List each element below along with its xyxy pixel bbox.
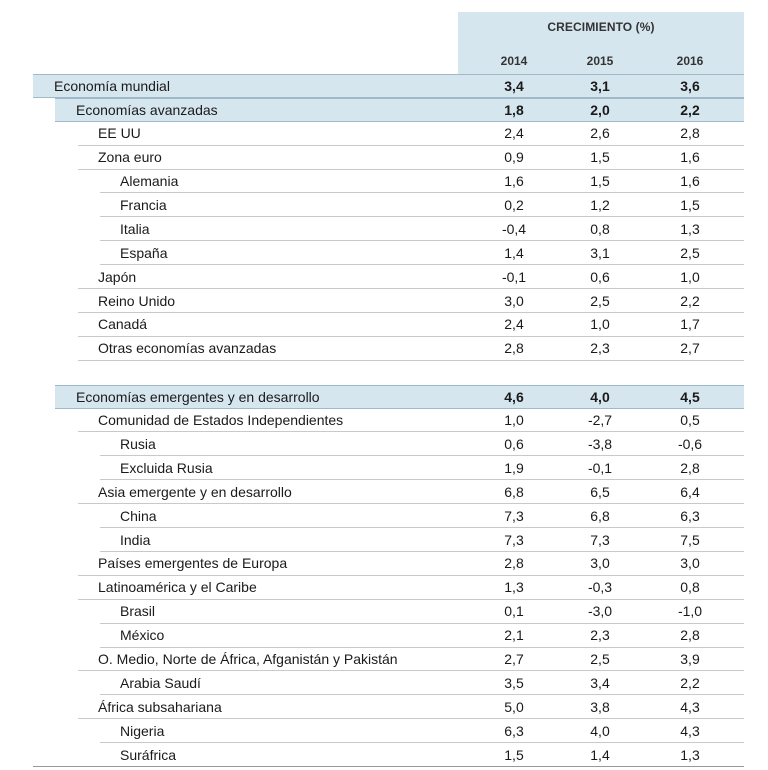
table-row	[100, 170, 744, 194]
value-2016: 3,6	[680, 77, 700, 94]
value-2016: 2,8	[680, 627, 700, 644]
table-row	[100, 504, 744, 528]
value-2016: 1,3	[680, 746, 700, 763]
value-2015: 3,8	[590, 698, 610, 715]
row-label: Economía mundial	[54, 77, 170, 94]
row-label: Latinoamérica y el Caribe	[98, 579, 257, 596]
row-label: Economías avanzadas	[76, 101, 218, 118]
value-2015: -0,3	[587, 579, 613, 596]
row-label: Reino Unido	[98, 292, 176, 309]
value-2014: 0,9	[504, 149, 524, 166]
table-row	[100, 217, 744, 241]
table-row	[100, 241, 744, 265]
value-2016: 1,3	[680, 220, 700, 237]
row-label: EE UU	[98, 125, 141, 142]
table-row	[78, 313, 744, 337]
value-2014: -0,1	[501, 268, 527, 285]
value-2014: 2,4	[504, 125, 524, 142]
value-2014: 3,0	[504, 292, 524, 309]
table-row	[78, 289, 744, 313]
row-label: Rusia	[120, 435, 156, 452]
value-2014: 3,5	[504, 674, 524, 691]
column-header-2014: 2014	[500, 54, 528, 68]
value-2016: 1,0	[680, 268, 700, 285]
value-2015: 3,1	[590, 244, 610, 261]
table-row	[100, 528, 744, 552]
row-label: México	[120, 627, 165, 644]
value-2016: 3,9	[680, 651, 700, 668]
value-2014: 0,2	[504, 196, 524, 213]
row-label: Japón	[98, 268, 137, 285]
value-2014: 6,8	[504, 483, 524, 500]
column-header-2016: 2016	[676, 54, 704, 68]
value-2014: 6,3	[504, 722, 524, 739]
value-2016: 2,7	[680, 340, 700, 357]
table-row	[100, 743, 744, 767]
value-2014: 1,9	[504, 459, 524, 476]
value-2014: 2,1	[504, 627, 524, 644]
value-2014: 2,7	[504, 651, 524, 668]
value-2015: 6,5	[590, 483, 610, 500]
value-2016: 6,4	[680, 483, 700, 500]
value-2014: 7,3	[504, 531, 524, 548]
value-2016: 7,5	[680, 531, 700, 548]
value-2014: 1,0	[504, 412, 524, 429]
row-label: China	[120, 507, 157, 524]
value-2014: 0,1	[504, 603, 524, 620]
value-2014: 4,6	[504, 388, 524, 405]
value-2016: 2,8	[680, 125, 700, 142]
table-row	[78, 337, 744, 361]
value-2016: 2,8	[680, 459, 700, 476]
row-label: Otras economías avanzadas	[98, 340, 277, 357]
table-row	[78, 695, 744, 719]
value-2015: -2,7	[587, 412, 613, 429]
row-label: Arabia Saudí	[120, 674, 201, 691]
value-2015: 2,0	[590, 101, 610, 118]
table-row	[100, 433, 744, 457]
table-row	[100, 456, 744, 480]
row-label: Comunidad de Estados Independientes	[98, 412, 344, 429]
table-row	[78, 552, 744, 576]
table-row	[78, 480, 744, 504]
row-label: Zona euro	[98, 149, 162, 166]
table-row	[100, 600, 744, 624]
value-2014: 1,6	[504, 173, 524, 190]
table-bottom-rule	[33, 766, 744, 767]
row-label: Francia	[120, 196, 167, 213]
value-2015: 4,0	[590, 388, 610, 405]
value-2016: 2,2	[680, 674, 700, 691]
row-label: Alemania	[120, 173, 179, 190]
value-2014: 2,4	[504, 316, 524, 333]
value-2016: 6,3	[680, 507, 700, 524]
column-header-2015: 2015	[586, 54, 614, 68]
row-label: África subsahariana	[98, 698, 222, 715]
value-2015: 7,3	[590, 531, 610, 548]
value-2015: 2,6	[590, 125, 610, 142]
value-2014: -0,4	[501, 220, 527, 237]
table-row	[55, 98, 744, 122]
value-2014: 1,4	[504, 244, 524, 261]
value-2015: 2,5	[590, 651, 610, 668]
value-2014: 2,8	[504, 555, 524, 572]
value-2015: 1,5	[590, 173, 610, 190]
value-2015: 3,0	[590, 555, 610, 572]
value-2014: 3,4	[504, 77, 524, 94]
value-2015: 3,1	[590, 77, 610, 94]
table-row	[78, 122, 744, 146]
row-label: Economías emergentes y en desarrollo	[76, 388, 320, 405]
row-label: O. Medio, Norte de África, Afganistán y Pakistán	[98, 651, 398, 668]
table-row	[78, 409, 744, 433]
value-2016: 4,5	[680, 388, 700, 405]
value-2014: 2,8	[504, 340, 524, 357]
row-label: Canadá	[98, 316, 148, 333]
value-2014: 7,3	[504, 507, 524, 524]
table-row	[100, 624, 744, 648]
row-label: Italia	[120, 220, 150, 237]
value-2015: 1,4	[590, 746, 610, 763]
value-2016: 1,5	[680, 196, 700, 213]
value-2015: 4,0	[590, 722, 610, 739]
value-2015: 1,0	[590, 316, 610, 333]
row-label: Países emergentes de Europa	[98, 555, 288, 572]
table-row	[78, 648, 744, 672]
table-row	[78, 146, 744, 170]
value-2015: 2,3	[590, 340, 610, 357]
table-row	[100, 672, 744, 696]
value-2016: 2,2	[680, 101, 700, 118]
value-2015: 0,8	[590, 220, 610, 237]
value-2016: 3,0	[680, 555, 700, 572]
value-2015: 0,6	[590, 268, 610, 285]
column-group-header: CRECIMIENTO (%)	[547, 20, 655, 34]
value-2014: 1,8	[504, 101, 524, 118]
row-label: India	[120, 531, 151, 548]
value-2015: 1,2	[590, 196, 610, 213]
value-2016: -1,0	[677, 603, 703, 620]
value-2016: -0,6	[677, 435, 703, 452]
value-2014: 1,5	[504, 746, 524, 763]
value-2014: 0,6	[504, 435, 524, 452]
value-2016: 0,5	[680, 412, 700, 429]
table-row	[78, 576, 744, 600]
value-2015: -3,8	[587, 435, 613, 452]
value-2015: 6,8	[590, 507, 610, 524]
table-spacer-row	[33, 361, 744, 385]
value-2014: 1,3	[504, 579, 524, 596]
table-row	[100, 719, 744, 743]
value-2014: 5,0	[504, 698, 524, 715]
value-2015: -3,0	[587, 603, 613, 620]
value-2016: 1,6	[680, 173, 700, 190]
table-row	[100, 194, 744, 218]
value-2016: 2,5	[680, 244, 700, 261]
row-label: Brasil	[120, 603, 156, 620]
row-label: Suráfrica	[120, 746, 177, 763]
table-row	[55, 385, 744, 409]
value-2016: 1,6	[680, 149, 700, 166]
value-2015: -0,1	[587, 459, 613, 476]
value-2016: 2,2	[680, 292, 700, 309]
value-2015: 1,5	[590, 149, 610, 166]
table-row	[78, 265, 744, 289]
row-label: España	[120, 244, 168, 261]
row-label: Asia emergente y en desarrollo	[98, 483, 292, 500]
row-label: Nigeria	[120, 722, 165, 739]
table-row	[33, 74, 744, 98]
value-2016: 0,8	[680, 579, 700, 596]
value-2015: 2,3	[590, 627, 610, 644]
row-label: Excluida Rusia	[120, 459, 213, 476]
value-2015: 3,4	[590, 674, 610, 691]
value-2016: 1,7	[680, 316, 700, 333]
value-2016: 4,3	[680, 722, 700, 739]
value-2015: 2,5	[590, 292, 610, 309]
value-2016: 4,3	[680, 698, 700, 715]
